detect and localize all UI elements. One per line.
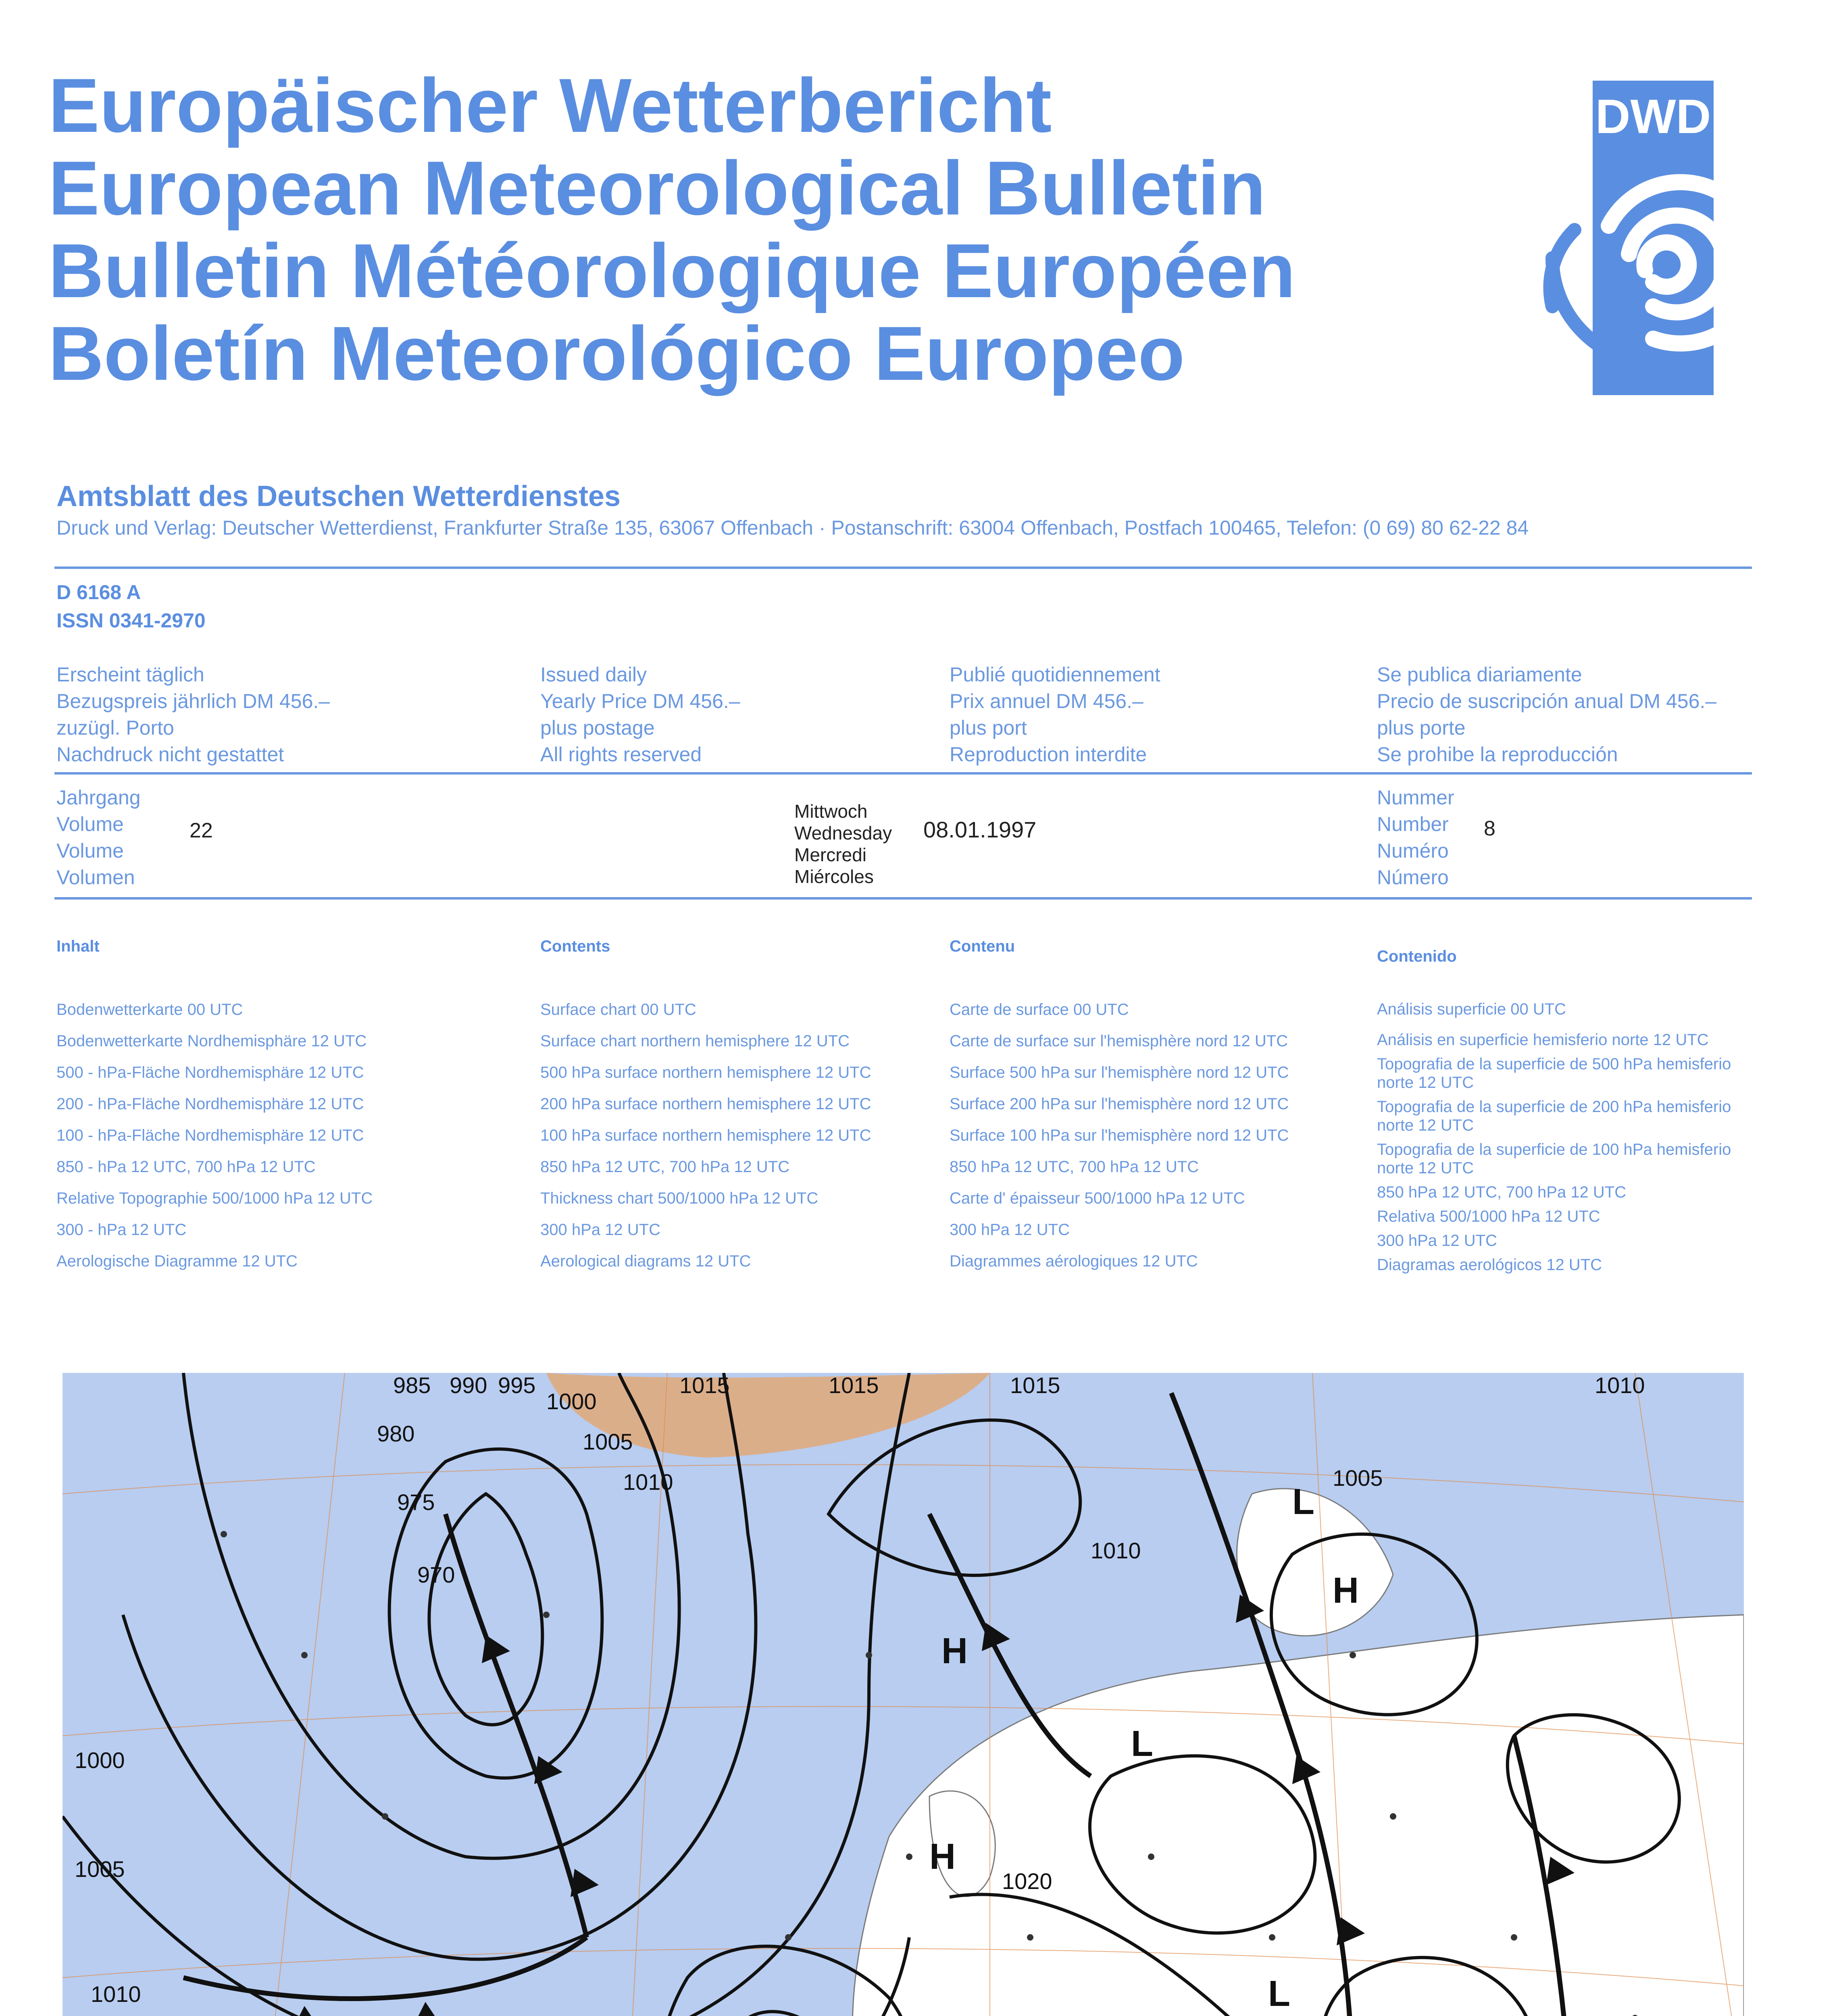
title-french: Bulletin Météorologique Européen [48,228,1295,314]
title-german: Europäischer Wetterbericht [48,63,1052,148]
dwd-logo [1492,81,1714,403]
divider [54,566,1752,569]
contents-header-es: Contenido [1377,948,1457,965]
publisher-title: Amtsblatt des Deutschen Wetterdienstes [56,480,621,512]
issn: ISSN 0341-2970 [56,609,206,632]
isobar-label: 1015 [679,1373,730,1398]
title-english: European Meteorological Bulletin [48,146,1266,231]
number-value: 8 [1484,817,1495,840]
divider [54,897,1752,900]
info-col-en: Issued daily Yearly Price DM 456.– plus postage All rights reserved [540,663,740,766]
high-center: H [929,1837,956,1877]
logo-text: DWD [1595,90,1711,144]
contents-list-en: Surface chart 00 UTC Surface chart northern hemisphere 12 UTC 500 hPa surface northern hemisphere 12 UTC 200 hPa surface northern hemisphere 12 UTC 100 hPa surface northern hemisphere 12 UTC 850 hPa 12 UTC, 700 hPa 12 UTC Thickness chart 500/1000 hPa 12 UTC 300 hPa 12 UTC Aerological diagrams 12 UTC [540,1001,871,1270]
weekday-labels: Mittwoch Wednesday Mercredi Miércoles [794,801,892,887]
info-col-es: Se publica diariamente Precio de suscripción anual DM 456.– plus porte Se prohibe la reproducción [1377,663,1717,766]
isobar-label: 1015 [829,1373,879,1398]
isobar-label: 1020 [1002,1868,1052,1894]
isobar-label: 1010 [1595,1373,1645,1398]
title-spanish: Boletín Meteorológico Europeo [48,311,1185,396]
volume-value: 22 [190,819,213,842]
isobar-label: 980 [377,1421,415,1446]
date-value: 08.01.1997 [923,817,1037,842]
contents-header-de: Inhalt [56,937,100,955]
isobar-label: 1010 [1091,1538,1141,1563]
low-center: L [1292,1482,1314,1522]
spiral-icon [1492,81,1714,403]
high-center: H [1333,1570,1359,1611]
isobar-label: 1015 [1010,1373,1060,1398]
isobar-label: 990 [450,1373,487,1398]
low-center: L [1131,1724,1153,1764]
low-center: L [1268,1974,1290,2014]
divider [54,772,1752,775]
d-number: D 6168 A [56,581,141,604]
contents-list-fr: Carte de surface 00 UTC Carte de surface sur l'hemisphère nord 12 UTC Surface 500 hPa sur l'hemisphère nord 12 UTC Surface 200 hPa sur l'hemisphère nord 12 UTC Surface 100 hPa sur l'hemisphère nord 12 UTC 850 hPa 12 UTC, 700 hPa 12 UTC Carte d' épaisseur 500/1000 hPa 12 UTC 300 hPa 12 UTC Diagrammes aérologiques 12 UTC [950,1001,1289,1270]
isobar-label: 1010 [623,1469,673,1495]
isobar-label: 1005 [583,1429,633,1454]
surface-weather-map [62,1373,1744,2016]
contents-header-fr: Contenu [950,937,1015,955]
volume-labels: Jahrgang Volume Volume Volumen [56,786,141,889]
contents-list-de: Bodenwetterkarte 00 UTC Bodenwetterkarte Nordhemisphäre 12 UTC 500 - hPa-Fläche Nordhemisphäre 12 UTC 200 - hPa-Fläche Nordhemisphäre 12 UTC 100 - hPa-Fläche Nordhemisphäre 12 UTC 850 - hPa 12 UTC, 700 hPa 12 UTC Relative Topographie 500/1000 hPa 12 UTC 300 - hPa 12 UTC Aerologische Diagramme 12 UTC [56,1001,373,1270]
info-col-fr: Publié quotidiennement Prix annuel DM 456.– plus port Reproduction interdite [950,663,1160,766]
high-center: H [941,1631,968,1671]
publisher-address: Druck und Verlag: Deutscher Wetterdienst, Frankfurter Straße 135, 63067 Offenbach · Postanschrift: 63004 Offenbach, Postfach 100465, Telefon: (0 69) 80 62-22 84 [56,516,1529,539]
contents-header-en: Contents [540,937,610,955]
isobar-label: 985 [393,1373,431,1398]
map-graphic [62,1373,1744,2016]
isobar-label: 1010 [91,1981,141,2007]
number-labels: Nummer Number Numéro Número [1377,786,1454,889]
isobar-label: 975 [397,1489,435,1515]
title-block [48,65,1419,395]
isobar-label: 1005 [1333,1465,1383,1491]
isobar-label: 1000 [75,1747,125,1773]
isobar-label: 970 [417,1562,455,1587]
isobar-label: 1005 [75,1856,125,1882]
isobar-label: 1000 [546,1389,597,1414]
info-col-de: Erscheint täglich Bezugspreis jährlich DM 456.– zuzügl. Porto Nachdruck nicht gestattet [56,663,330,766]
contents-list-es: Análisis superficie 00 UTC Análisis en superficie hemisferio norte 12 UTC Topografia de la superficie de 500 hPa hemisferio norte 12 UTC Topografia de la superficie de 200 hPa hemisferio norte 12 UTC Topografia de la superficie de 100 hPa hemisferio norte 12 UTC 850 hPa 12 UTC, 700 hPa 12 UTC Relativa 500/1000 hPa 12 UTC 300 hPa 12 UTC Diagramas aerológicos 12 UTC [1377,1000,1731,1274]
isobar-label: 995 [498,1373,536,1398]
